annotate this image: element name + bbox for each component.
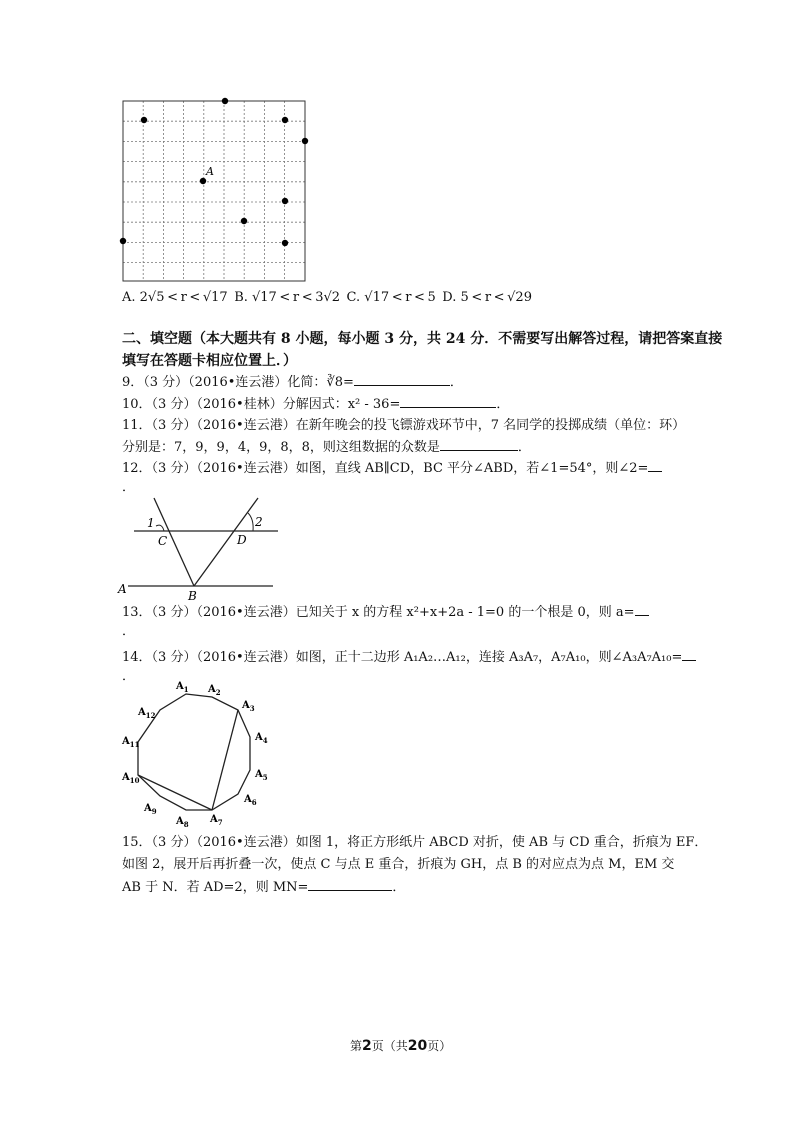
answer-blank[interactable]	[648, 459, 662, 472]
grid-point	[222, 98, 228, 104]
question-14-dot: ．	[122, 669, 136, 684]
vertex-label-a9: $A_9$	[144, 803, 157, 816]
question-10-text: 10．（3 分）（2016•桂林）分解因式：x² - 36=	[122, 397, 401, 412]
question-13-text: 13．（3 分）（2016•连云港）已知关于 x 的方程 x²+x+2a - 1=0 的一个根是 0，则 a=	[122, 605, 635, 620]
grid-point	[241, 218, 247, 224]
section-title-line2: 填写在答题卡相应位置上．）	[122, 353, 297, 369]
question-11-line1: 11．（3 分）（2016•连云港）在新年晚会的投飞镖游戏环节中，7 名同学的投掷成绩（单位：环）	[122, 418, 686, 433]
question-10	[122, 395, 509, 414]
answer-blank[interactable]	[400, 395, 496, 408]
angle-2-label: 2	[255, 515, 263, 529]
q8-options: A. 2√5 < r < √17 B. √17 < r < 3√2 C. √17 < r < 5 D. 5 < r < √29	[122, 290, 532, 305]
vertex-label-a8: $A_8$	[176, 816, 189, 829]
segment-a3-a7	[212, 710, 238, 810]
answer-blank[interactable]	[308, 878, 392, 891]
end-dot: ．	[517, 440, 531, 455]
question-14-text: 14．（3 分）（2016•连云港）如图，正十二边形 A₁A₂…A₁₂，连接 A₃A₇，A₇A₁₀，则∠A₃A₇A₁₀=	[122, 650, 683, 665]
question-11-text: 分别是：7，9，9，4，9，8，8，则这组数据的众数是	[122, 440, 440, 455]
grid-point	[120, 238, 126, 244]
footer-mid: 页（共	[371, 1039, 408, 1053]
question-12-text: 12．（3 分）（2016•连云港）如图，直线 AB∥CD，BC 平分∠ABD，若∠1=54°，则∠2=	[122, 461, 649, 476]
footer-page-number: 2	[362, 1038, 372, 1054]
page-footer	[350, 1037, 451, 1055]
question-9-text: 9．（3 分）（2016•连云港）化简：∛8=	[122, 375, 354, 390]
line-bd	[194, 498, 258, 586]
footer-prefix: 第	[350, 1039, 363, 1053]
grid-point	[282, 198, 288, 204]
vertex-label-a10: $A_{10}$	[122, 772, 140, 785]
footer-total-pages: 20	[407, 1038, 428, 1054]
grid-point	[302, 138, 308, 144]
grid-point-label-a: A	[206, 165, 214, 178]
vertex-label-a12: $A_{12}$	[138, 707, 156, 720]
footer-suffix: 页）	[427, 1039, 452, 1053]
grid-figure	[122, 100, 312, 285]
vertex-label-a11: $A_{11}$	[122, 736, 140, 749]
question-9	[122, 373, 463, 392]
dodecagon-figure	[118, 682, 278, 827]
end-dot: ．	[449, 375, 463, 390]
point-d-label: D	[237, 533, 247, 547]
grid-point	[200, 178, 206, 184]
vertex-label-a1: $A_1$	[176, 681, 189, 694]
vertex-label-a3: $A_3$	[242, 700, 255, 713]
question-13	[122, 603, 649, 622]
end-dot: ．	[496, 397, 510, 412]
answer-blank[interactable]	[440, 438, 518, 451]
question-12-dot: ．	[122, 480, 136, 495]
grid-point	[282, 240, 288, 246]
parallel-lines-figure	[118, 495, 288, 605]
point-a-label: A	[118, 582, 127, 596]
question-11-line2	[122, 438, 531, 457]
question-13-dot: ．	[122, 624, 136, 639]
grid-point	[282, 117, 288, 123]
answer-blank[interactable]	[682, 648, 696, 661]
section-title-line1: 二、填空题（本大题共有 8 小题，每小题 3 分，共 24 分．不需要写出解答过程，请把答案直接	[122, 331, 723, 347]
grid-point	[141, 117, 147, 123]
question-15-line1: 15．（3 分）（2016•连云港）如图 1，将正方形纸片 ABCD 对折，使 AB 与 CD 重合，折痕为 EF．	[122, 835, 708, 850]
end-dot: ．	[392, 880, 406, 895]
point-b-label: B	[188, 589, 197, 603]
point-c-label: C	[158, 534, 168, 548]
angle-1-label: 1	[147, 516, 155, 530]
answer-blank[interactable]	[354, 373, 450, 386]
vertex-label-a6: $A_6$	[244, 794, 257, 807]
question-12	[122, 459, 662, 478]
vertex-label-a2: $A_2$	[208, 684, 221, 697]
vertex-label-a5: $A_5$	[255, 769, 268, 782]
question-14	[122, 648, 696, 667]
question-15-text: AB 于 N．若 AD=2，则 MN=	[122, 880, 309, 895]
vertex-label-a7: $A_7$	[210, 814, 223, 827]
vertex-label-a4: $A_4$	[255, 732, 268, 745]
question-15-line2: 如图 2，展开后再折叠一次，使点 C 与点 E 重合，折痕为 GH，点 B 的对应点为点 M，EM 交	[122, 857, 675, 872]
question-15-line3	[122, 878, 405, 897]
answer-blank[interactable]	[635, 603, 649, 616]
